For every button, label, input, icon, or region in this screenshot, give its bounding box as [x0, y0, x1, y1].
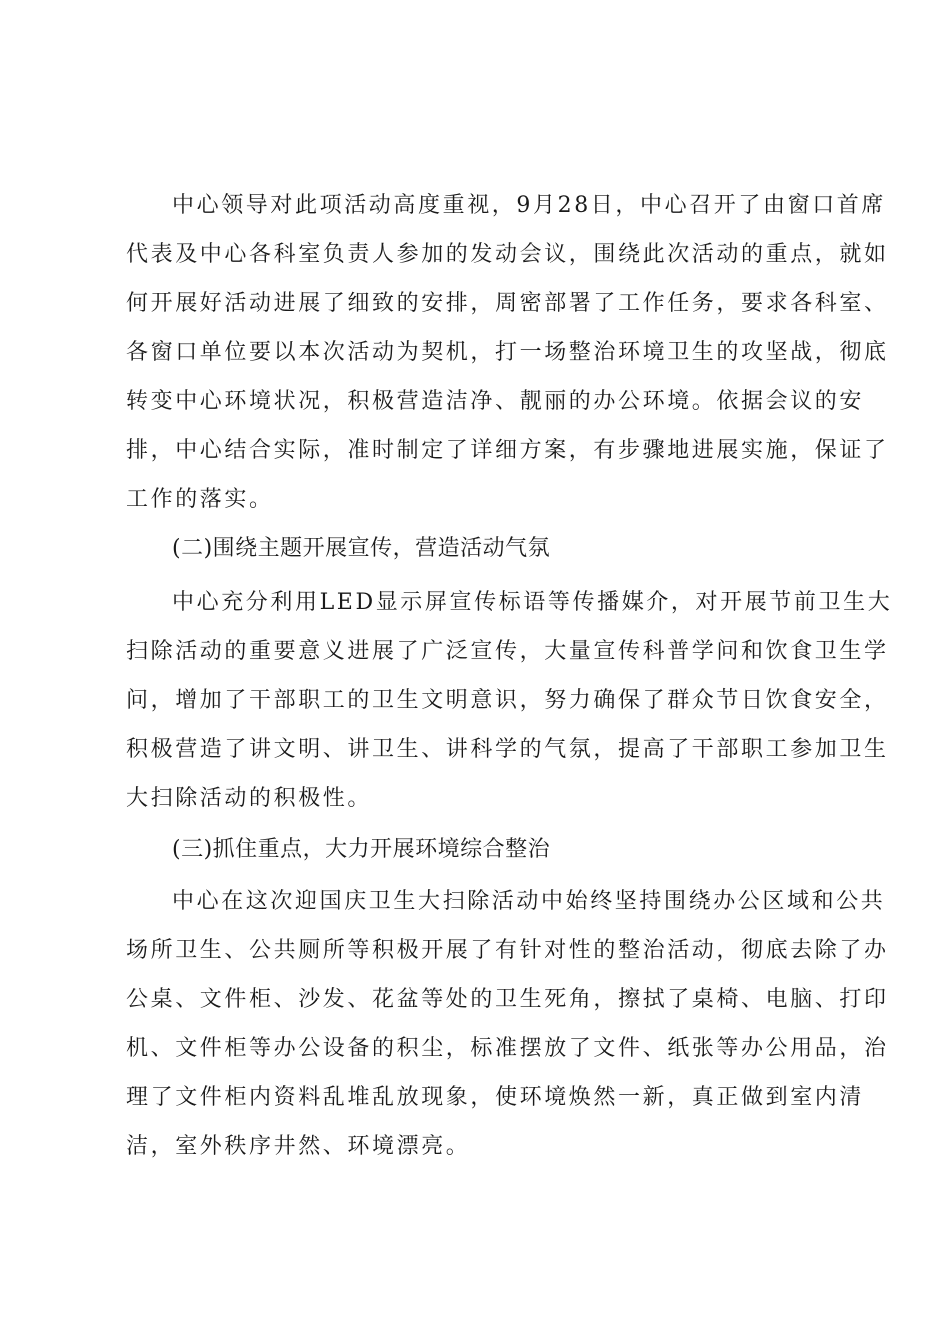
text-line: 各窗口单位要以本次活动为契机，打一场整治环境卫生的攻坚战，彻底	[126, 340, 889, 365]
text-line: 理了文件柜内资料乱堆乱放现象，使环境焕然一新，真正做到室内清	[126, 1085, 865, 1110]
text-line: 工作的落实。	[126, 487, 274, 512]
section-heading-publicity: (二)围绕主题开展宣传，营造活动气氛	[172, 536, 551, 561]
text-line: 洁，室外秩序井然、环境漂亮。	[126, 1134, 471, 1159]
section-heading-remediation: (三)抓住重点，大力开展环境综合整治	[172, 837, 551, 862]
text-line: 积极营造了讲文明、讲卫生、讲科学的气氛，提高了干部职工参加卫生	[126, 737, 889, 762]
text-line: 问，增加了干部职工的卫生文明意识，努力确保了群众节日饮食安全，	[126, 688, 889, 713]
text-line: 大扫除活动的积极性。	[126, 786, 373, 811]
text-line: 排，中心结合实际，准时制定了详细方案，有步骤地进展实施，保证了	[126, 438, 889, 463]
text-line: 机、文件柜等办公设备的积尘，标准摆放了文件、纸张等办公用品，治	[126, 1036, 889, 1061]
text-line: 扫除活动的重要意义进展了广泛宣传，大量宣传科普学问和饮食卫生学	[126, 639, 889, 664]
text-line: 中心领导对此项活动高度重视，9月28日，中心召开了由窗口首席	[172, 193, 886, 218]
text-line: 何开展好活动进展了细致的安排，周密部署了工作任务，要求各科室、	[126, 291, 889, 316]
text-line: 公桌、文件柜、沙发、花盆等处的卫生死角，擦拭了桌椅、电脑、打印	[126, 987, 889, 1012]
text-line: 转变中心环境状况，积极营造洁净、靓丽的办公环境。依据会议的安	[126, 389, 865, 414]
text-line: 场所卫生、公共厕所等积极开展了有针对性的整治活动，彻底去除了办	[126, 938, 889, 963]
text-line: 中心在这次迎国庆卫生大扫除活动中始终坚持围绕办公区域和公共	[172, 889, 886, 914]
text-line: 代表及中心各科室负责人参加的发动会议，围绕此次活动的重点，就如	[126, 242, 889, 267]
text-line: 中心充分利用LED显示屏宣传标语等传播媒介，对开展节前卫生大	[172, 590, 893, 615]
